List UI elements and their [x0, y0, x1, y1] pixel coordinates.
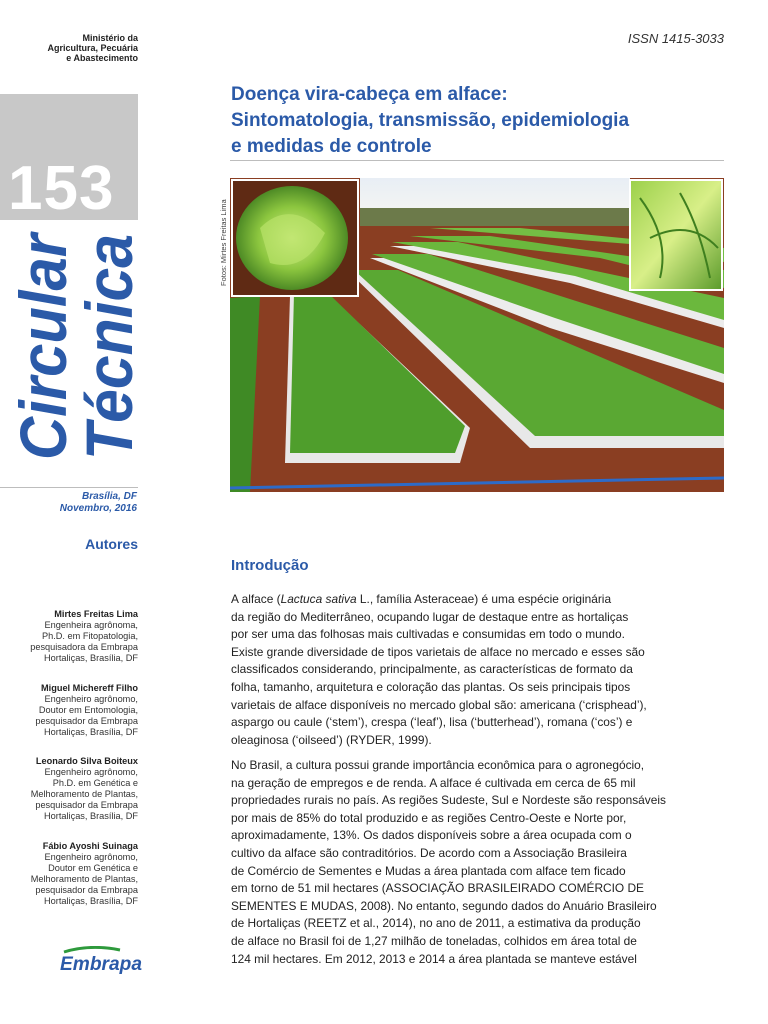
title-line: e medidas de controle	[231, 136, 432, 157]
author-block	[0, 756, 138, 822]
author-name: Mirtes Freitas Lima	[54, 609, 138, 619]
sidebar-divider	[0, 487, 138, 488]
paragraph-line: por ser uma das folhosas mais cultivadas e consumidas em todo o mundo.	[231, 627, 625, 642]
title-line: Doença vira-cabeça em alface:	[231, 84, 508, 105]
lettuce-field-photo	[230, 178, 724, 492]
paragraph-line: classificados considerando, principalmente, as características de formato da	[231, 662, 633, 677]
paragraph-line: aspargo ou caule (‘stem’), crespa (‘leaf’), lisa (‘butterhead’), romana (‘cos’) e	[231, 715, 633, 730]
ministry-label	[30, 33, 138, 63]
author-line: pesquisadora da Embrapa	[30, 642, 138, 652]
paragraph-line: varietais de alface disponíveis no mercado global são: americana (‘crisphead’),	[231, 697, 647, 712]
author-line: Doutor em Entomologia,	[38, 705, 138, 715]
series-title	[6, 210, 146, 462]
author-line: Hortaliças, Brasília, DF	[44, 811, 138, 821]
author-block	[0, 841, 138, 907]
series-title-line1: Circular	[6, 210, 80, 460]
ministry-line: Ministério da	[82, 33, 138, 43]
section-heading-introducao: Introdução	[231, 557, 309, 574]
author-name: Leonardo Silva Boiteux	[35, 756, 138, 766]
paragraph-line: No Brasil, a cultura possui grande importância econômica para o agronegócio,	[231, 758, 645, 772]
paragraph-line: aproximadamente, 13%. Os dados disponíveis sobre a área ocupada com o	[231, 828, 632, 843]
ministry-line: e Abastecimento	[66, 53, 138, 63]
author-line: Hortaliças, Brasília, DF	[44, 727, 138, 737]
paragraph-line: propriedades rurais no país. As regiões Sudeste, Sul e Nordeste são responsáveis	[231, 793, 666, 808]
series-title-line2: Técnica	[72, 214, 146, 460]
photo-credit-text: Fotos: Mirtes Freitas Lima	[219, 199, 228, 286]
paragraph-line: na geração de empregos e de renda. A alface é cultivada em cerca de 65 mil	[231, 775, 636, 790]
title-line: Sintomatologia, transmissão, epidemiologia	[231, 110, 630, 131]
author-name: Fábio Ayoshi Suinaga	[42, 841, 138, 851]
p1-start: A alface (	[231, 592, 281, 606]
series-number: 153	[8, 154, 115, 223]
author-line: pesquisador da Embrapa	[35, 800, 138, 810]
author-name: Miguel Michereff Filho	[41, 683, 138, 693]
author-line: Ph.D. em Genética e	[52, 778, 138, 788]
author-line: Melhoramento de Plantas,	[30, 789, 138, 799]
paragraph-line: de alface no Brasil foi de 1,27 milhão de toneladas, colhidos em área total de	[231, 933, 637, 948]
document-title	[231, 82, 731, 160]
publication-place: Brasília, DF	[81, 491, 137, 502]
author-line: Engenheiro agrônomo,	[44, 767, 138, 777]
paragraph-1	[231, 591, 726, 749]
paragraph-line: Existe grande diversidade de tipos varietais de alface no mercado e esses são	[231, 644, 645, 659]
issn-label: ISSN 1415-3033	[627, 31, 724, 46]
logo-text: Embrapa	[60, 954, 143, 974]
author-line: Melhoramento de Plantas,	[30, 874, 138, 884]
author-line: pesquisador da Embrapa	[35, 885, 138, 895]
author-block	[0, 683, 138, 738]
paragraph-line: oleaginosa (‘oilseed’) (RYDER, 1999).	[231, 732, 432, 747]
paragraph-line: 124 mil hectares. Em 2012, 2013 e 2014 a área plantada se manteve estável	[231, 951, 637, 966]
author-block	[0, 609, 138, 664]
title-divider	[230, 160, 724, 161]
publication-place-date	[60, 491, 137, 515]
paragraph-line: cultivo da alface são contraditórios. De acordo com a Associação Brasileira	[231, 845, 627, 860]
author-line: Hortaliças, Brasília, DF	[44, 896, 138, 906]
author-line: Engenheiro agrônomo,	[44, 852, 138, 862]
paragraph-line	[231, 591, 726, 609]
paragraph-line: de Comércio de Sementes e Mudas a área plantada com alface tem ficado	[231, 863, 626, 878]
paragraph-2	[231, 757, 726, 968]
publication-date: Novembro, 2016	[59, 503, 137, 514]
author-line: Engenheira agrônoma,	[44, 620, 138, 630]
paragraph-line: SEMENTES E MUDAS, 2008). No entanto, segundo dados do Anuário Brasileiro	[231, 898, 657, 913]
authors-heading: Autores	[85, 536, 138, 552]
author-line: pesquisador da Embrapa	[35, 716, 138, 726]
paragraph-line: em torno de 51 mil hectares (ASSOCIAÇÃO BRASILEIRADO COMÉRCIO DE	[231, 881, 644, 896]
embrapa-logo	[60, 946, 144, 974]
author-line: Ph.D. em Fitopatologia,	[41, 631, 138, 641]
author-line: Engenheiro agrônomo,	[44, 694, 138, 704]
author-line: Hortaliças, Brasília, DF	[44, 653, 138, 663]
p1-rest: L., família Asteraceae) é uma espécie originária	[356, 592, 612, 606]
ministry-line: Agricultura, Pecuária	[47, 43, 138, 53]
scientific-name: Lactuca sativa	[280, 592, 357, 606]
paragraph-line: folha, tamanho, arquitetura e coloração das plantas. Os seis principais tipos	[231, 679, 631, 694]
photo-credit	[218, 180, 228, 290]
paragraph-line: por mais de 85% do total produzido e as regiões Centro-Oeste e Norte por,	[231, 810, 627, 825]
paragraph-line: da região do Mediterrâneo, ocupando lugar de destaque entre as hortaliças	[231, 609, 629, 624]
paragraph-line: de Hortaliças (REETZ et al., 2014), no ano de 2011, a estimativa da produção	[231, 916, 641, 931]
author-line: Doutor em Genética e	[48, 863, 138, 873]
